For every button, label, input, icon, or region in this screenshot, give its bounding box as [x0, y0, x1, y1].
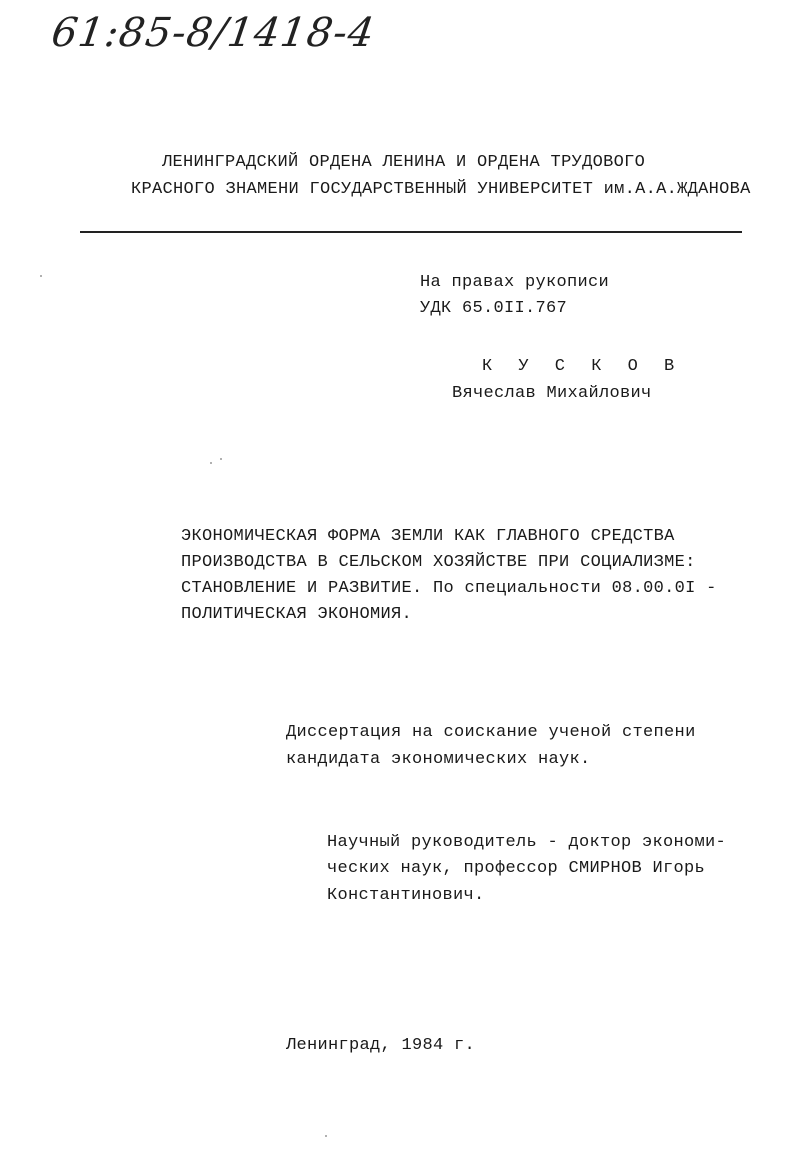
scan-speck: [210, 462, 212, 464]
degree-line: кандидата экономических наук.: [286, 750, 591, 769]
thesis-title-line: ПОЛИТИЧЕСКАЯ ЭКОНОМИЯ.: [181, 605, 413, 624]
thesis-title-line: ЭКОНОМИЧЕСКАЯ ФОРМА ЗЕМЛИ КАК ГЛАВНОГО СРЕДСТВА: [181, 527, 675, 546]
supervisor-line: Константинович.: [327, 886, 485, 905]
handwritten-archive-mark: 61:85-8/1418-4: [48, 10, 378, 56]
author-surname: К У С К О В: [482, 357, 683, 376]
institution-line-1: ЛЕНИНГРАДСКИЙ ОРДЕНА ЛЕНИНА И ОРДЕНА ТРУДОВОГО: [162, 153, 646, 172]
thesis-title-line: СТАНОВЛЕНИЕ И РАЗВИТИЕ. По специальности 08.00.0I -: [181, 579, 717, 598]
degree-line: Диссертация на соискание ученой степени: [286, 723, 696, 742]
author-given-names: Вячеслав Михайлович: [452, 384, 652, 403]
supervisor-line: ческих наук, профессор СМИРНОВ Игорь: [327, 859, 706, 878]
place-and-year: Ленинград, 1984 г.: [286, 1036, 476, 1055]
scan-speck: [40, 275, 42, 277]
scan-speck: [220, 458, 222, 460]
scan-speck: [325, 1135, 327, 1137]
supervisor-line: Научный руководитель - доктор экономи-: [327, 833, 727, 852]
institution-line-2: КРАСНОГО ЗНАМЕНИ ГОСУДАРСТВЕННЫЙ УНИВЕРСИТЕТ им.А.А.ЖДАНОВА: [131, 180, 751, 199]
divider-rule: [80, 231, 742, 233]
manuscript-rights: На правах рукописи: [420, 273, 610, 292]
udc-code: УДК 65.0II.767: [420, 299, 568, 318]
thesis-title-line: ПРОИЗВОДСТВА В СЕЛЬСКОМ ХОЗЯЙСТВЕ ПРИ СОЦИАЛИЗМЕ:: [181, 553, 696, 572]
